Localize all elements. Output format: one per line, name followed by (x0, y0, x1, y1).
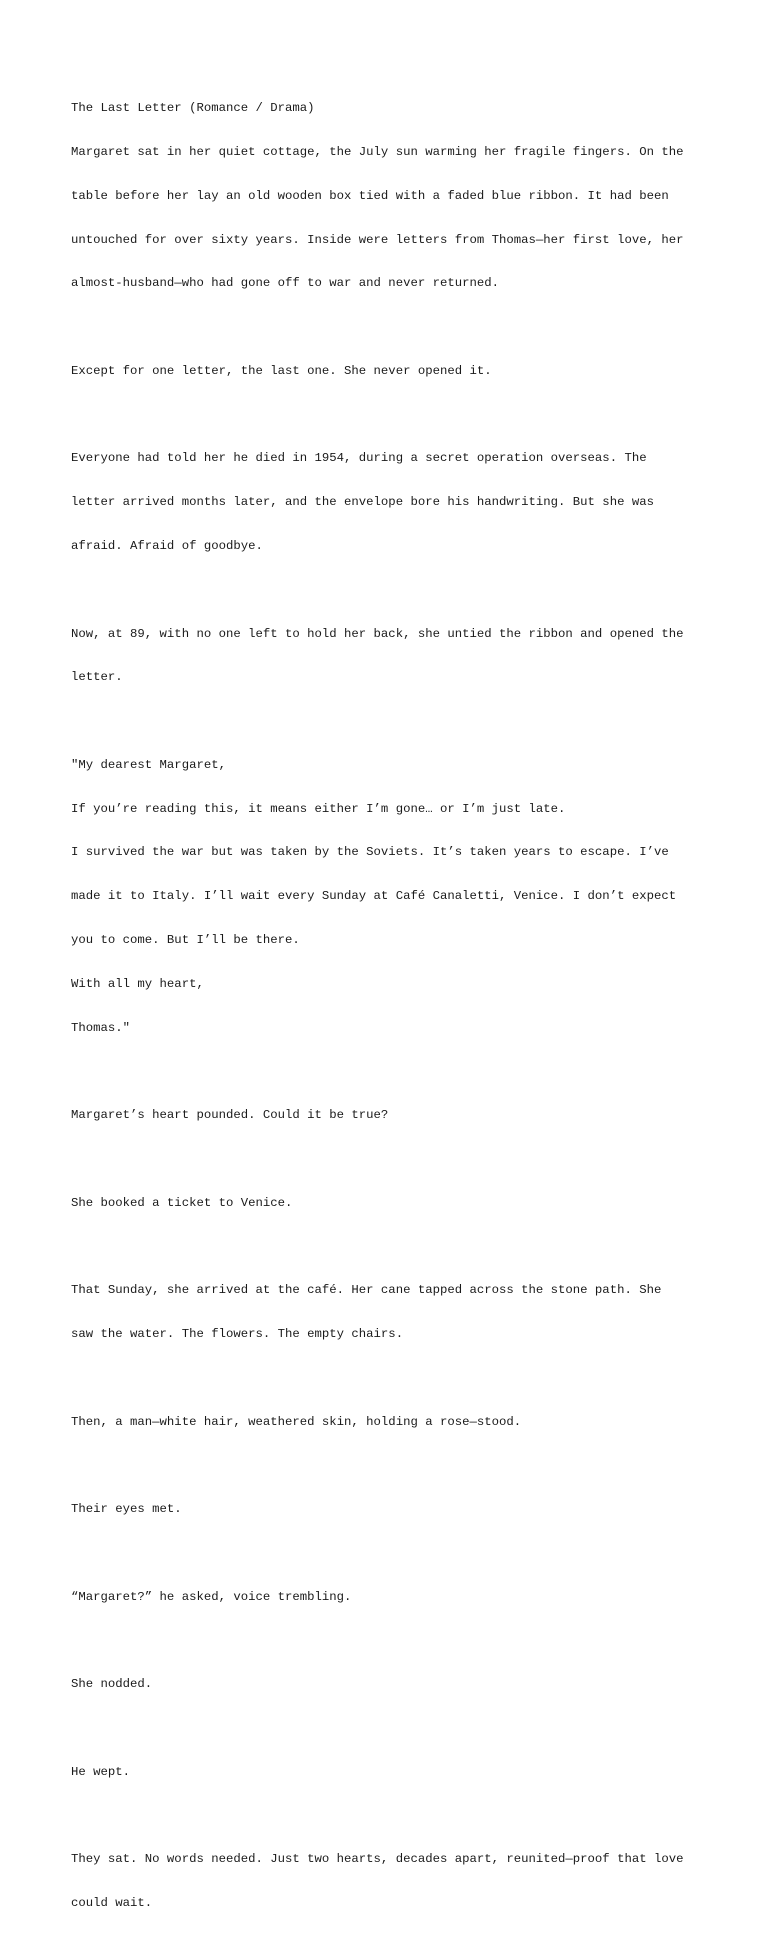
body-line: letter arrived months later, and the envelope bore his handwriting. But she was (71, 495, 654, 510)
paragraph (71, 597, 701, 714)
letter-line: With all my heart, (71, 976, 204, 991)
body-line: Their eyes met. (71, 1502, 182, 1517)
body-line: Everyone had told her he died in 1954, during a secret operation overseas. The (71, 451, 647, 466)
body-line: table before her lay an old wooden box tied with a faded blue ribbon. It had been (71, 188, 669, 203)
body-line: That Sunday, she arrived at the café. Her cane tapped across the stone path. She (71, 1283, 662, 1298)
paragraph (71, 335, 701, 408)
paragraph (71, 1823, 701, 1940)
letter-line: you to come. But I’ll be there. (71, 933, 300, 948)
body-line: afraid. Afraid of goodbye. (71, 539, 263, 553)
paragraph (71, 422, 701, 583)
paragraph (71, 1167, 701, 1240)
paragraph (71, 1561, 701, 1634)
paragraph (71, 1736, 701, 1809)
letter-line: "My dearest Margaret, (71, 757, 226, 772)
document-page (71, 72, 701, 1955)
letter-line: If you’re reading this, it means either I’m gone… or I’m just late. (71, 801, 566, 816)
paragraph (71, 1648, 701, 1721)
body-line: letter. (71, 670, 123, 685)
body-line: Margaret sat in her quiet cottage, the July sun warming her fragile fingers. On the (71, 144, 684, 159)
body-line: “Margaret?” he asked, voice trembling. (71, 1589, 352, 1604)
letter-line: Thomas." (71, 1020, 131, 1035)
body-line: He wept. (71, 1764, 131, 1779)
body-line: Margaret’s heart pounded. Could it be true? (71, 1108, 389, 1123)
body-line: Except for one letter, the last one. She never opened it. (71, 363, 492, 378)
body-line: saw the water. The flowers. The empty chairs. (71, 1327, 404, 1342)
body-line: She booked a ticket to Venice. (71, 1195, 293, 1210)
body-line: almost-husband—who had gone off to war and never returned. (71, 276, 500, 291)
letter-line: made it to Italy. I’ll wait every Sunday at Café Canaletti, Venice. I don’t expect (71, 889, 677, 904)
letter-paragraph (71, 729, 701, 1065)
body-line: They sat. No words needed. Just two hearts, decades apart, reunited—proof that love (71, 1852, 684, 1867)
body-line: Now, at 89, with no one left to hold her back, she untied the ribbon and opened the (71, 626, 684, 641)
letter-line: I survived the war but was taken by the Soviets. It’s taken years to escape. I’ve (71, 845, 669, 860)
paragraph (71, 1473, 701, 1546)
paragraph (71, 1254, 701, 1371)
paragraph (71, 1079, 701, 1152)
body-line: Then, a man—white hair, weathered skin, holding a rose—stood. (71, 1414, 522, 1429)
document-title: The Last Letter (Romance / Drama) (71, 101, 315, 116)
document-body (71, 72, 701, 320)
body-line: She nodded. (71, 1677, 153, 1692)
body-line: could wait. (71, 1896, 153, 1911)
paragraph (71, 1385, 701, 1458)
body-line: untouched for over sixty years. Inside were letters from Thomas—her first love, her (71, 232, 684, 247)
